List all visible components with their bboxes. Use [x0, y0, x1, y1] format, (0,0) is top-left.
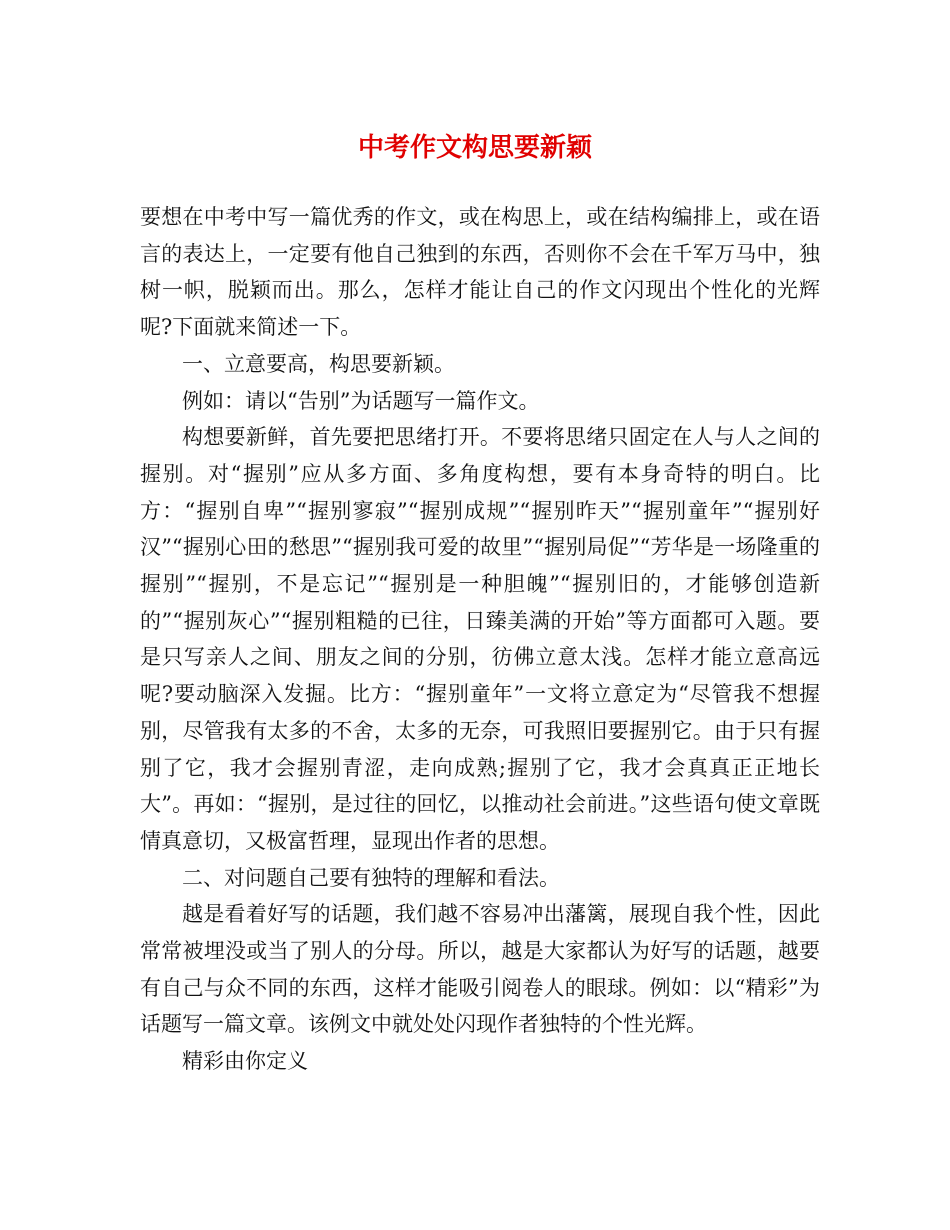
paragraph-individuality: 越是看着好写的话题，我们越不容易冲出藩篱，展现自我个性，因此常常被埋没或当了别人的分母。所以，越是大家都认为好写的话题，越要有自己与众不同的东西，这样才能吸引阅卷人的眼球。例如：以“精彩”为话题写一篇文章。该例文中就处处闪现作者独特的个性光辉。: [140, 902, 820, 1037]
paragraph-intro: 要想在中考中写一篇优秀的作文，或在构思上，或在结构编排上，或在语言的表达上，一定要有他自己独到的东西，否则你不会在千军万马中，独树一帜，脱颖而出。那么，怎样才能让自己的作文闪现出个性化的光辉呢?下面就来简述一下。: [140, 205, 820, 340]
document-title: 中考作文构思要新颖: [357, 133, 592, 163]
section-heading-2: 二、对问题自己要有独特的理解和看法。: [182, 865, 560, 890]
example-title: 精彩由你定义: [182, 1049, 308, 1074]
document-body: [140, 199, 820, 1080]
paragraph-conception: 构想要新鲜，首先要把思绪打开。不要将思绪只固定在人与人之间的握别。对“握别”应从多方面、多角度构想，要有本身奇特的明白。比方：“握别自卑”“握别寥寂”“握别成规”“握别昨天”“握别童年”“握别好汉”“握别心田的愁思”“握别我可爱的故里”“握别局促”“芳华是一场隆重的握别”“握别，不是忘记”“握别是一种胆魄”“握别旧的，才能够创造新的”“握别灰心”“握别粗糙的已往，日臻美满的开始”等方面都可入题。要是只写亲人之间、朋友之间的分别，彷佛立意太浅。怎样才能立意高远呢?要动脑深入发掘。比方：“握别童年”一文将立意定为“尽管我不想握别，尽管我有太多的不舍，太多的无奈，可我照旧要握别它。由于只有握别了它，我才会握别青涩，走向成熟;握别了它，我才会真真正正地长大”。再如：“握别，是过往的回忆，以推动社会前进。”这些语句使文章既情真意切，又极富哲理，显现出作者的思想。: [140, 425, 820, 853]
paragraph-example: 例如：请以“告别”为话题写一篇作文。: [182, 388, 540, 413]
section-heading-1: 一、立意要高，构思要新颖。: [182, 351, 455, 376]
